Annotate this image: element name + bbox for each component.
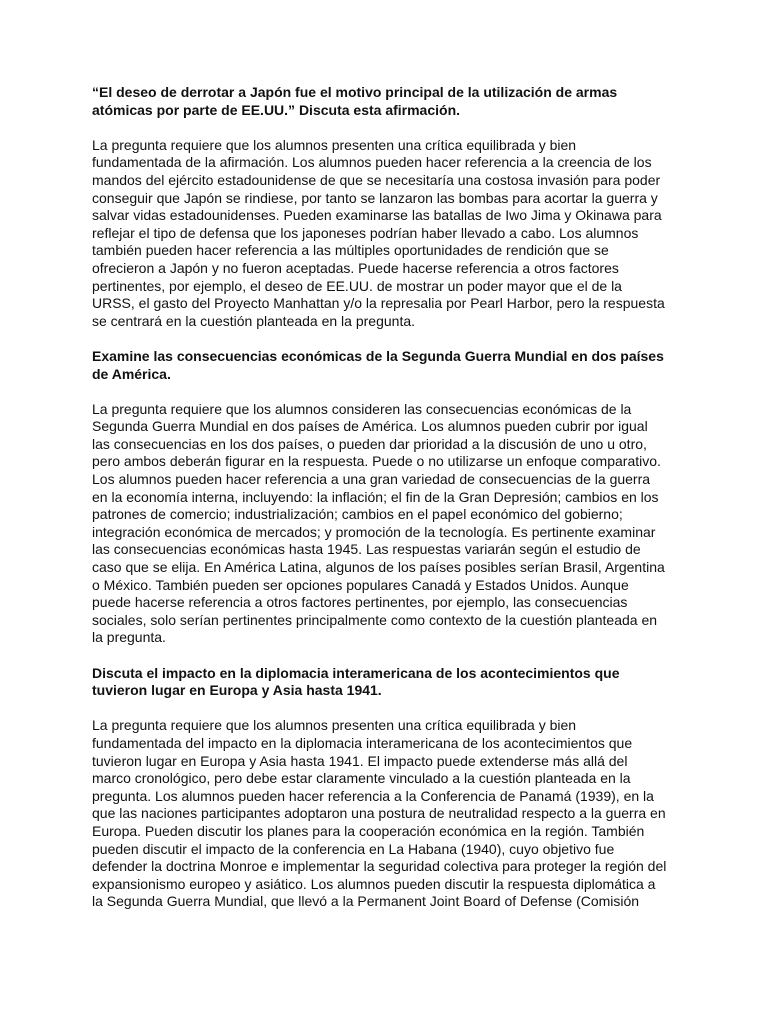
text-line: pero ambos deberán figurar en la respuesta. Puede o no utilizarse un enfoque comparativo. [92, 453, 661, 470]
text-line: tuvieron lugar en Europa y Asia hasta 1941. El impacto puede extenderse más allá del [92, 752, 628, 769]
text-line: integración económica de mercados; y promoción de la tecnología. Es pertinente examinar [92, 523, 656, 540]
document-body [92, 84, 678, 911]
text-line: se centrará en la cuestión planteada en la pregunta. [92, 312, 416, 329]
text-line: mandos del ejército estadounidense de que se necesitaría una costosa invasión para poder [92, 171, 661, 188]
text-line: fundamentada de la afirmación. Los alumnos pueden hacer referencia a la creencia de los [92, 154, 652, 171]
text-line: pueden discutir el impacto de la conferencia en La Habana (1940), cuyo objetivo fue [92, 840, 615, 857]
text-line: pregunta. Los alumnos pueden hacer referencia a la Conferencia de Panamá (1939), en la [92, 787, 654, 804]
text-line: salvar vidas estadounidenses. Pueden examinarse las batallas de Iwo Jima y Okinawa para [92, 207, 662, 224]
text-line: Examine las consecuencias económicas de la Segunda Guerra Mundial en dos países [92, 347, 664, 364]
text-line: tuvieron lugar en Europa y Asia hasta 1941. [92, 682, 382, 699]
text-line: marco cronológico, pero debe estar claramente vinculado a la cuestión planteada en la [92, 770, 631, 787]
text-line: la pregunta. [92, 629, 166, 646]
text-line: Segunda Guerra Mundial en dos países de América. Los alumnos pueden cubrir por igual [92, 418, 648, 435]
answer-2 [92, 401, 678, 647]
text-line: ofrecieron a Japón y no fueron aceptadas. Puede hacerse referencia a otros factores [92, 259, 619, 276]
text-line: que las naciones participantes adoptaron una postura de neutralidad respecto a la guerra en [92, 805, 666, 822]
question-2 [92, 348, 678, 383]
text-line: URSS, el gasto del Proyecto Manhattan y/o la represalia por Pearl Harbor, pero la respuesta [92, 295, 665, 312]
text-line: sociales, solo serían pertinentes principalmente como contexto de la cuestión planteada en [92, 611, 658, 628]
text-line: pertinentes, por ejemplo, el deseo de EE.UU. de mostrar un poder mayor que el de la [92, 277, 622, 294]
text-line: Europa. Pueden discutir los planes para la cooperación económica en la región. También [92, 822, 645, 839]
text-line: La pregunta requiere que los alumnos consideren las consecuencias económicas de la [92, 400, 632, 417]
question-1 [92, 84, 678, 119]
answer-1 [92, 137, 678, 331]
text-line: las consecuencias en los dos países, o pueden dar prioridad a la discusión de uno u otro, [92, 435, 647, 452]
text-line: “El deseo de derrotar a Japón fue el motivo principal de la utilización de armas [92, 84, 618, 100]
text-line: las consecuencias económicas hasta 1945. Las respuestas variarán según el estudio de [92, 541, 641, 558]
text-line: puede hacerse referencia a otros factores pertinentes, por ejemplo, las consecuencias [92, 594, 628, 611]
text-line: defender la doctrina Monroe e implementar la seguridad colectiva para proteger la región del [92, 858, 667, 875]
text-line: caso que se elija. En América Latina, algunos de los países posibles serían Brasil, Argentina [92, 559, 665, 576]
text-line: también pueden hacer referencia a las múltiples oportunidades de rendición que se [92, 242, 609, 259]
text-line: conseguir que Japón se rindiese, por tanto se lanzaron las bombas para acortar la guerra y [92, 189, 658, 206]
text-line: La pregunta requiere que los alumnos presenten una crítica equilibrada y bien [92, 717, 577, 734]
text-line: expansionismo europeo y asiático. Los alumnos pueden discutir la respuesta diplomática a [92, 875, 656, 892]
text-line: patrones de comercio; industrialización; cambios en el papel económico del gobierno; [92, 506, 623, 523]
text-line: Los alumnos pueden hacer referencia a una gran variedad de consecuencias de la guerra [92, 471, 651, 488]
text-line: en la economía interna, incluyendo: la inflación; el fin de la Gran Depresión; cambios en los [92, 488, 659, 505]
text-line: de América. [92, 365, 171, 382]
text-line: La pregunta requiere que los alumnos presenten una crítica equilibrada y bien [92, 136, 577, 153]
answer-3 [92, 717, 678, 911]
text-line: atómicas por parte de EE.UU.” Discuta esta afirmación. [92, 101, 461, 118]
question-3 [92, 665, 678, 700]
text-line: fundamentada del impacto en la diplomacia interamericana de los acontecimientos que [92, 734, 633, 751]
text-line: la Segunda Guerra Mundial, que llevó a la Permanent Joint Board of Defense (Comisión [92, 893, 640, 910]
text-line: o México. También pueden ser opciones populares Canadá y Estados Unidos. Aunque [92, 576, 629, 593]
text-line: reflejar el tipo de defensa que los japoneses podrían haber llevado a cabo. Los alumnos [92, 224, 639, 241]
text-line: Discuta el impacto en la diplomacia interamericana de los acontecimientos que [92, 664, 620, 681]
